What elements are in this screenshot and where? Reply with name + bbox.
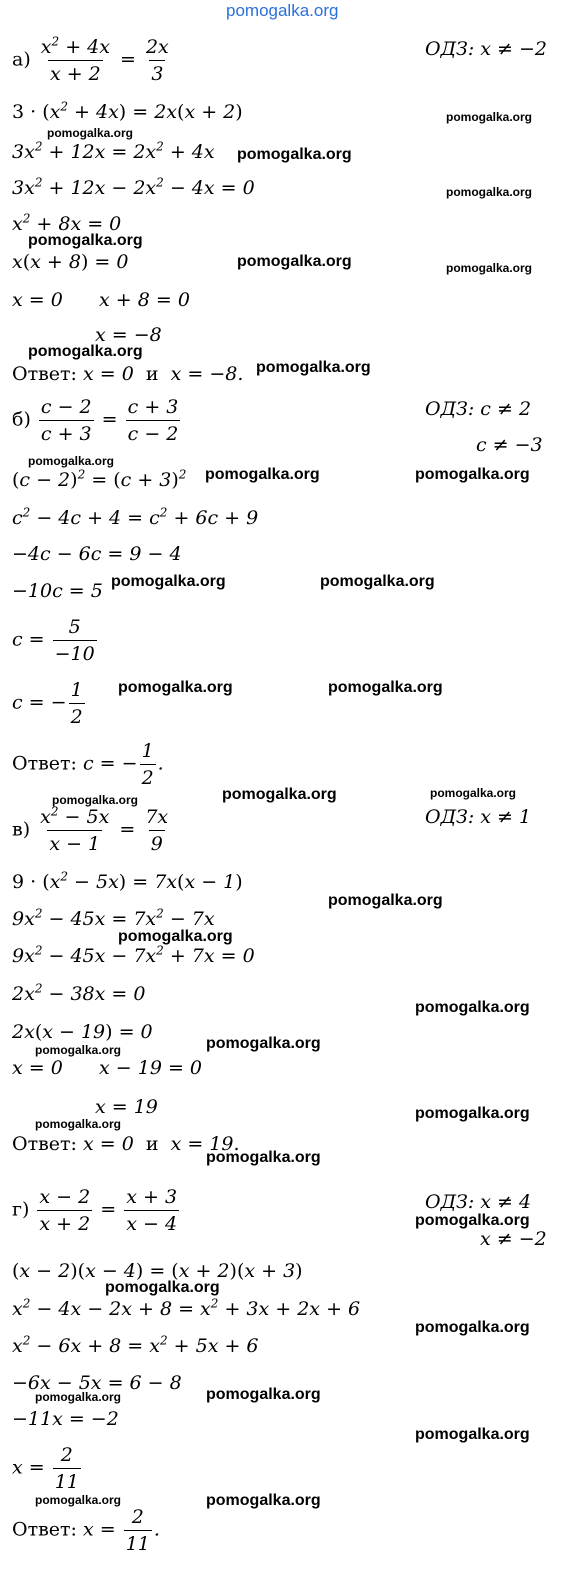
watermark: pomogalka.org — [415, 466, 530, 483]
watermark: pomogalka.org — [237, 253, 352, 270]
eq-a-step3: $3x^2 + 12x - 2x^2 - 4x = 0$ — [12, 175, 255, 199]
eq-v-step7: x = 19 — [95, 1096, 158, 1118]
site-header-link[interactable]: pomogalka.org — [226, 1, 339, 20]
eq-a-step2: $3x^2 + 12x = 2x^2 + 4x$ — [12, 139, 215, 163]
watermark: pomogalka.org — [35, 1493, 122, 1507]
answer-v: Ответ: x = 0 и x = 19. — [12, 1133, 240, 1155]
eq-a-step4: $x^2 + 8x = 0$ — [12, 211, 122, 235]
eq-v-step1: $9 \cdot (x^2 - 5x) = 7x(x - 1)$ — [12, 869, 243, 893]
watermark: pomogalka.org — [206, 1035, 321, 1052]
watermark: pomogalka.org — [446, 110, 533, 124]
watermark: pomogalka.org — [320, 573, 435, 590]
watermark: pomogalka.org — [415, 1212, 530, 1229]
eq-g-step1: (x − 2)(x − 4) = (x + 2)(x + 3) — [12, 1260, 303, 1282]
watermark: pomogalka.org — [47, 126, 134, 140]
watermark: pomogalka.org — [35, 1117, 122, 1131]
odz-g-2: x ≠ −2 — [480, 1228, 547, 1250]
eq-a-step5: x(x + 8) = 0 — [12, 251, 129, 273]
eq-b-given: б) $\frac{c - 2}{c + 3}$ = $\frac{c + 3}{c - 2}$ — [12, 396, 179, 445]
eq-g-step6: x = $\frac{2}{11}$ — [12, 1444, 79, 1493]
watermark: pomogalka.org — [206, 1149, 321, 1166]
odz-a: ОДЗ: x ≠ −2 — [425, 38, 548, 60]
watermark: pomogalka.org — [256, 359, 371, 376]
watermark: pomogalka.org — [35, 1043, 122, 1057]
watermark: pomogalka.org — [206, 1492, 321, 1509]
eq-b-step3: −4c − 6c = 9 − 4 — [12, 543, 182, 565]
eq-a-given: а) $\frac{x^2 + 4x}{x + 2}$ = $\frac{2x}{3}$ — [12, 34, 169, 85]
eq-g-step2: $x^2 - 4x - 2x + 8 = x^2 + 3x + 2x + 6$ — [12, 1296, 361, 1320]
eq-g-step5: −11x = −2 — [12, 1408, 119, 1430]
eq-b-step6: c = − $\frac{1}{2}$ — [12, 679, 83, 728]
odz-b-1: ОДЗ: c ≠ 2 — [425, 398, 532, 420]
watermark: pomogalka.org — [118, 679, 233, 696]
watermark: pomogalka.org — [415, 1319, 530, 1336]
eq-a-step6: x = 0 x + 8 = 0 — [12, 289, 190, 311]
watermark: pomogalka.org — [28, 454, 115, 468]
watermark: pomogalka.org — [28, 343, 143, 360]
watermark: pomogalka.org — [237, 146, 352, 163]
eq-b-step4: −10c = 5 — [12, 580, 103, 602]
odz-g-1: ОДЗ: x ≠ 4 — [425, 1191, 532, 1213]
answer-a: Ответ: x = 0 и x = −8. — [12, 363, 244, 385]
eq-v-step5: 2x(x − 19) = 0 — [12, 1021, 153, 1043]
eq-a-step1: $3 \cdot (x^2 + 4x) = 2x(x + 2)$ — [12, 99, 243, 123]
watermark: pomogalka.org — [328, 679, 443, 696]
watermark: pomogalka.org — [415, 1426, 530, 1443]
eq-v-step6: x = 0 x − 19 = 0 — [12, 1057, 203, 1079]
watermark: pomogalka.org — [446, 185, 533, 199]
eq-b-step1: $(c - 2)^2 = (c + 3)^2$ — [12, 467, 187, 491]
watermark: pomogalka.org — [206, 1386, 321, 1403]
part-b-label: б) — [12, 408, 31, 431]
eq-v-step4: $2x^2 - 38x = 0$ — [12, 981, 146, 1005]
answer-g: Ответ: x = $\frac{2}{11}$ . — [12, 1506, 160, 1555]
eq-v-step3: $9x^2 - 45x - 7x^2 + 7x = 0$ — [12, 943, 255, 967]
eq-g-step4: −6x − 5x = 6 − 8 — [12, 1372, 182, 1394]
eq-a-step7: x = −8 — [95, 324, 162, 346]
watermark: pomogalka.org — [111, 573, 226, 590]
eq-b-step2: $c^2 - 4c + 4 = c^2 + 6c + 9$ — [12, 505, 259, 529]
watermark: pomogalka.org — [52, 793, 139, 807]
eq-g-given: г) $\frac{x - 2}{x + 2}$ = $\frac{x + 3}{x - 4}$ — [12, 1186, 178, 1235]
answer-b: Ответ: c = − $\frac{1}{2}$ . — [12, 740, 164, 789]
odz-v: ОДЗ: x ≠ 1 — [425, 806, 532, 828]
watermark: pomogalka.org — [205, 466, 320, 483]
part-g-label: г) — [12, 1198, 30, 1221]
part-a-label: а) — [12, 48, 31, 71]
watermark: pomogalka.org — [328, 892, 443, 909]
watermark: pomogalka.org — [415, 999, 530, 1016]
eq-v-step2: $9x^2 - 45x = 7x^2 - 7x$ — [12, 906, 215, 930]
watermark: pomogalka.org — [118, 928, 233, 945]
watermark: pomogalka.org — [222, 786, 337, 803]
watermark: pomogalka.org — [105, 1279, 220, 1296]
watermark: pomogalka.org — [446, 261, 533, 275]
eq-g-step3: $x^2 - 6x + 8 = x^2 + 5x + 6$ — [12, 1333, 259, 1357]
watermark: pomogalka.org — [430, 786, 517, 800]
eq-b-step5: c = $\frac{5}{-10}$ — [12, 616, 95, 665]
eq-v-given: в) $\frac{x^2 - 5x}{x - 1}$ = $\frac{7x}{9}$ — [12, 804, 169, 855]
watermark: pomogalka.org — [28, 232, 143, 249]
odz-b-2: c ≠ −3 — [476, 434, 543, 456]
part-v-label: в) — [12, 818, 31, 841]
watermark: pomogalka.org — [415, 1105, 530, 1122]
watermark: pomogalka.org — [35, 1390, 122, 1404]
